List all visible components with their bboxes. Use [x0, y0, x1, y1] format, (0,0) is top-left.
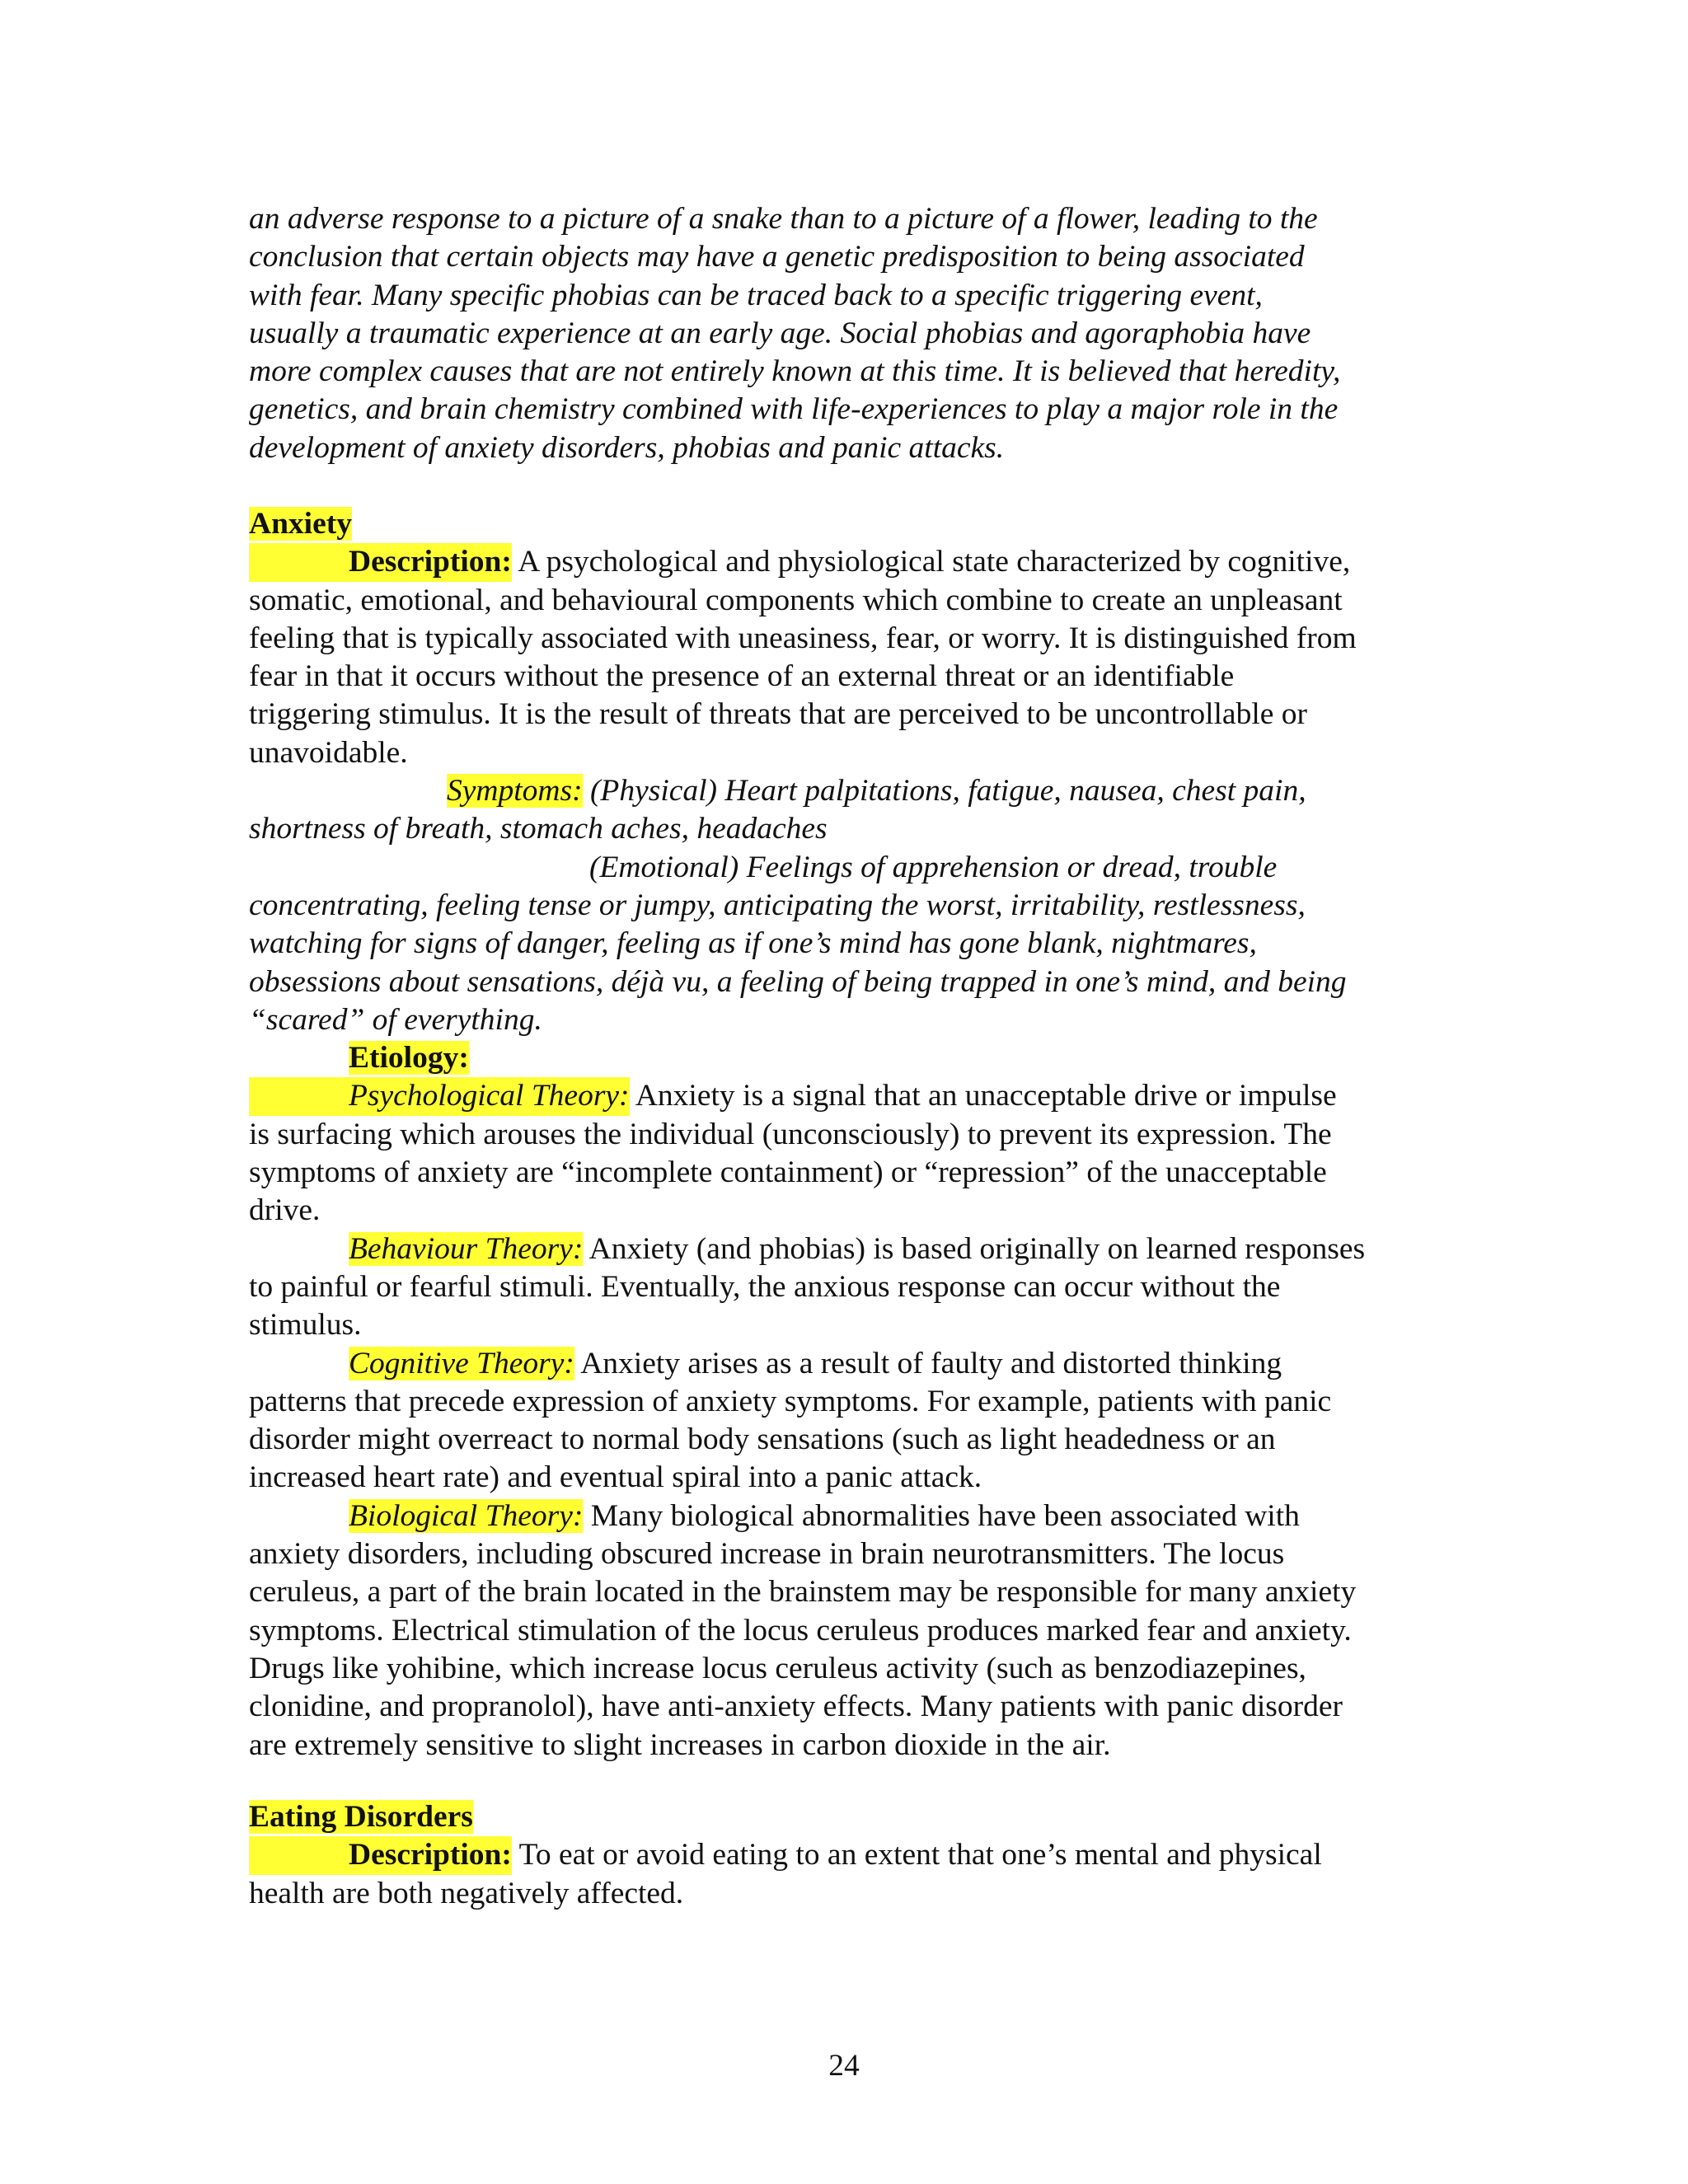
symptoms-line: concentrating, feeling tense or jumpy, anticipating the worst, irritability, restlessness, — [249, 888, 1306, 922]
cognitive-theory-label: Cognitive Theory: — [349, 1346, 574, 1380]
anxiety-heading: Anxiety — [249, 507, 352, 541]
symptoms-text: (Physical) Heart palpitations, fatigue, nausea, chest pain, — [582, 774, 1306, 808]
psychological-theory-label: Psychological Theory: — [249, 1077, 630, 1115]
biological-theory-line: are extremely sensitive to slight increases in carbon dioxide in the air. — [249, 1727, 1111, 1762]
intro-paragraph — [249, 200, 1461, 467]
anxiety-description-label: Description: — [249, 543, 512, 581]
symptoms-line: “scared” of everything. — [249, 1002, 542, 1037]
anxiety-description-line: unavoidable. — [249, 735, 408, 770]
eating-description-line: health are both negatively affected. — [249, 1876, 684, 1910]
behaviour-theory-text: Anxiety (and phobias) is based originally on learned responses — [583, 1231, 1366, 1266]
intro-line: with fear. Many specific phobias can be traced back to a specific triggering event, — [249, 278, 1263, 312]
intro-line: usually a traumatic experience at an early age. Social phobias and agoraphobia have — [249, 316, 1311, 350]
etiology-label: Etiology: — [349, 1041, 469, 1076]
psychological-theory-line — [249, 1077, 1461, 1115]
etiology-heading-line — [249, 1039, 1461, 1077]
anxiety-description-line — [249, 543, 1461, 581]
cognitive-theory-line: disorder might overreact to normal body sensations (such as light headedness or an — [249, 1422, 1276, 1457]
intro-line: conclusion that certain objects may have a genetic predisposition to being associated — [249, 240, 1305, 274]
eating-description-text: To eat or avoid eating to an extent that one’s mental and physical — [511, 1838, 1322, 1872]
biological-theory-text: Many biological abnormalities have been associated with — [583, 1498, 1300, 1533]
page-number: 24 — [828, 2049, 860, 2083]
biological-theory-line: symptoms. Electrical stimulation of the locus ceruleus produces marked fear and anxiety. — [249, 1613, 1352, 1647]
symptoms-line: obsessions about sensations, déjà vu, a feeling of being trapped in one’s mind, and being — [249, 964, 1347, 999]
cognitive-theory-text: Anxiety arises as a result of faulty and distorted thinking — [574, 1346, 1282, 1380]
psychological-theory-line: symptoms of anxiety are “incomplete containment) or “repression” of the unacceptable — [249, 1155, 1327, 1190]
intro-line: development of anxiety disorders, phobias and panic attacks. — [249, 430, 1005, 465]
eating-description-label: Description: — [249, 1836, 512, 1874]
biological-theory-line: clonidine, and propranolol), have anti-anxiety effects. Many patients with panic disorder — [249, 1690, 1343, 1724]
anxiety-heading-line — [249, 505, 1461, 543]
anxiety-description-line: feeling that is typically associated with uneasiness, fear, or worry. It is distinguished from — [249, 621, 1357, 655]
biological-theory-line — [249, 1497, 1461, 1535]
anxiety-description-text: A psychological and physiological state characterized by cognitive, — [511, 545, 1351, 579]
symptoms-label: Symptoms: — [447, 774, 583, 808]
behaviour-theory-line — [249, 1230, 1461, 1268]
behaviour-theory-line: stimulus. — [249, 1308, 362, 1343]
eating-description-line — [249, 1836, 1461, 1874]
symptoms-line — [249, 772, 1461, 810]
psychological-theory-line: is surfacing which arouses the individual (unconsciously) to prevent its expression. The — [249, 1117, 1332, 1151]
anxiety-description-line: fear in that it occurs without the presence of an external threat or an identifiable — [249, 659, 1235, 694]
intro-line: an adverse response to a picture of a snake than to a picture of a flower, leading to the — [249, 202, 1318, 236]
behaviour-theory-label: Behaviour Theory: — [349, 1231, 584, 1266]
eating-disorders-heading: Eating Disorders — [249, 1800, 473, 1834]
symptoms-line: shortness of breath, stomach aches, headaches — [249, 812, 828, 846]
biological-theory-line: anxiety disorders, including obscured increase in brain neurotransmitters. The locus — [249, 1537, 1285, 1572]
eating-disorders-section — [249, 1798, 1461, 1913]
biological-theory-line: Drugs like yohibine, which increase locus ceruleus activity (such as benzodiazepines, — [249, 1651, 1306, 1685]
eating-heading-line — [249, 1798, 1461, 1836]
psychological-theory-text: Anxiety is a signal that an unacceptable drive or impulse — [629, 1079, 1337, 1113]
cognitive-theory-line — [249, 1345, 1461, 1383]
psychological-theory-line: drive. — [249, 1193, 321, 1228]
intro-line: more complex causes that are not entirely known at this time. It is believed that heredity, — [249, 354, 1341, 389]
intro-line: genetics, and brain chemistry combined with life-experiences to play a major role in the — [249, 392, 1339, 427]
symptoms-line: watching for signs of danger, feeling as if one’s mind has gone blank, nightmares, — [249, 926, 1257, 961]
anxiety-description-line: somatic, emotional, and behavioural components which combine to create an unpleasant — [249, 583, 1343, 617]
symptoms-line: (Emotional) Feelings of apprehension or dread, trouble — [589, 850, 1278, 884]
anxiety-description-line: triggering stimulus. It is the result of threats that are perceived to be uncontrollable or — [249, 697, 1307, 732]
cognitive-theory-line: increased heart rate) and eventual spiral into a panic attack. — [249, 1460, 982, 1495]
behaviour-theory-line: to painful or fearful stimuli. Eventually, the anxious response can occur without the — [249, 1269, 1281, 1304]
biological-theory-label: Biological Theory: — [349, 1498, 584, 1533]
anxiety-section — [249, 505, 1461, 1765]
biological-theory-line: ceruleus, a part of the brain located in the brainstem may be responsible for many anxiety — [249, 1575, 1357, 1610]
cognitive-theory-line: patterns that precede expression of anxiety symptoms. For example, patients with panic — [249, 1384, 1332, 1418]
